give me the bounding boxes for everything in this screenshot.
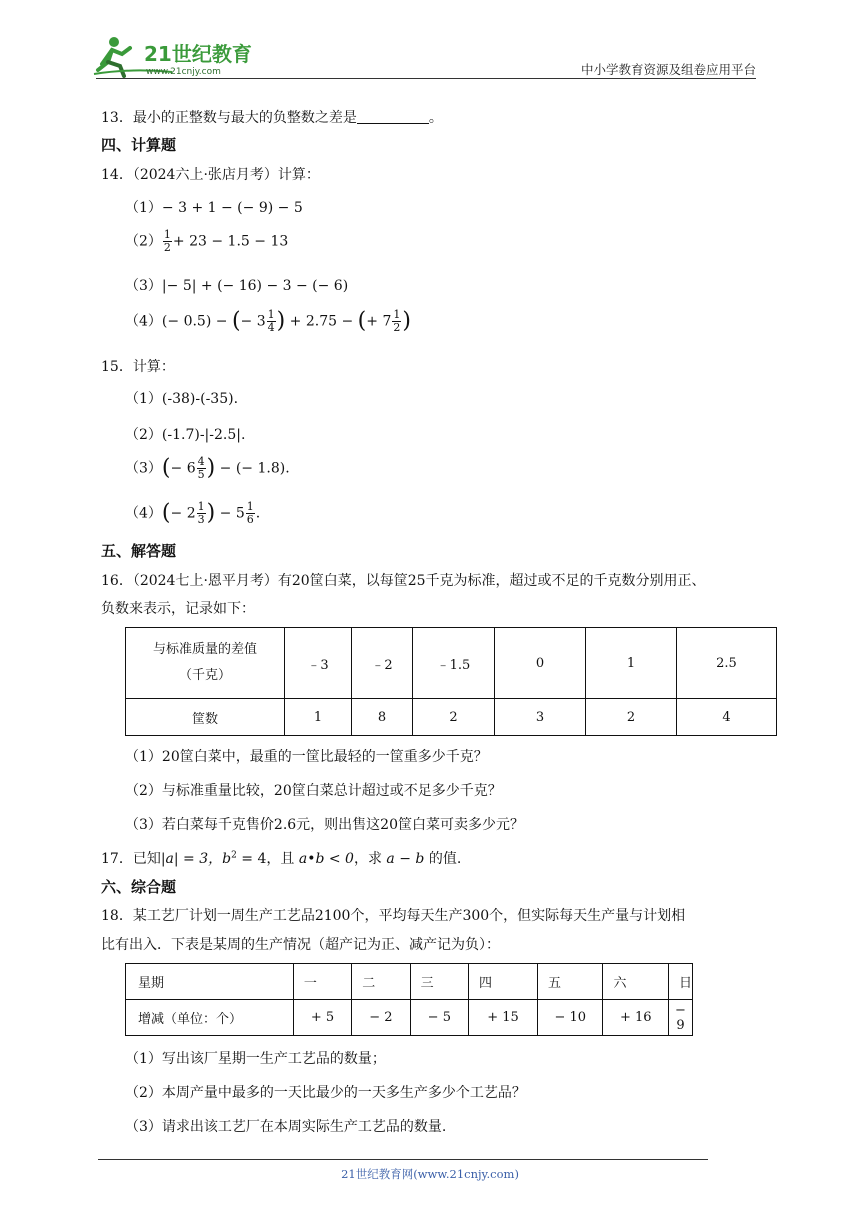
section-5-title: 五、解答题 [101, 542, 177, 560]
table-cell: 四 [469, 964, 538, 1000]
q14-part-3 [125, 275, 348, 295]
q18-sub-3: （3）请求出该工艺厂在本周实际生产工艺品的数量. [125, 1119, 447, 1135]
question-17: 17．已知|a| = 3，$b^2 = 4$，且 a•b < 0，求 a − b 的值. [101, 850, 462, 867]
q16-head-count: 筐数 [126, 699, 285, 736]
runner-logo-icon [92, 34, 262, 80]
table-cell: 增减（单位：个） [126, 1000, 294, 1036]
q16-table [125, 627, 777, 736]
table-cell: 1 [586, 628, 677, 699]
q14-p4-label: （4） [125, 313, 162, 330]
table-cell: − 9 [668, 1000, 692, 1036]
q14-p3-label: （3） [125, 278, 162, 294]
q14-p1-expr: − 3 + 1 − (− 9) − 5 [161, 200, 303, 216]
q15-part-1: （1）(-38)-(-35). [125, 391, 239, 407]
question-16-line-1: 16．（2024七上·恩平月考）有20筐白菜，以每筐25千克为标准，超过或不足的千克数分别用正、 [101, 573, 706, 589]
table-cell: 2 [586, 699, 677, 736]
q14-p4-fraction-2: $\frac{1}{2}$ [393, 308, 401, 334]
header-divider [96, 78, 756, 79]
table-cell: 星期 [126, 964, 294, 1000]
q18-table [125, 963, 693, 1036]
q18-sub-2: （2）本周产量中最多的一天比最少的一天多生产多少个工艺品？ [125, 1085, 526, 1101]
table-cell: 4 [677, 699, 777, 736]
q13-blank[interactable] [357, 109, 429, 124]
table-cell: ﹣2 [352, 628, 413, 699]
q16-head-diff: 与标准质量的差值 （千克） [126, 628, 285, 699]
q18-sub-1: （1）写出该厂星期一生产工艺品的数量； [125, 1051, 386, 1067]
table-cell: + 5 [293, 1000, 351, 1036]
table-cell: + 16 [603, 1000, 669, 1036]
footer-link[interactable]: 21世纪教育网(www.21cnjy.com) [341, 1167, 519, 1181]
table-row [126, 699, 777, 736]
q15-p4-fraction-2: $\frac{1}{6}$ [246, 500, 254, 526]
table-row [126, 628, 777, 699]
table-cell: − 2 [352, 1000, 410, 1036]
section-4-title: 四、计算题 [101, 136, 177, 154]
q15-part-2: （2）(-1.7)-|-2.5|. [125, 427, 246, 443]
site-logo[interactable] [92, 34, 262, 80]
header-platform-text: 中小学教育资源及组卷应用平台 [580, 62, 756, 77]
question-13 [101, 107, 443, 127]
q13-text: 13．最小的正整数与最大的负整数之差是 [101, 110, 357, 126]
q14-p4-fraction-1: $\frac{1}{4}$ [267, 308, 275, 334]
table-cell: 日 [668, 964, 692, 1000]
table-cell: 0 [495, 628, 586, 699]
table-cell: 一 [293, 964, 351, 1000]
table-cell: − 5 [410, 1000, 468, 1036]
q14-p2-fraction: $\frac{1}{2}$ [163, 228, 171, 254]
q15-part-4: （4）(− 2 $\frac{1}{3}$ ) − 5 $\frac{1}{6}$ . [125, 500, 261, 526]
question-18-line-2: 比有出入．下表是某周的生产情况（超产记为正、减产记为负）： [101, 937, 500, 953]
logo-text: 21世纪教育 [144, 42, 252, 66]
table-row [126, 1000, 693, 1036]
table-cell: 三 [410, 964, 468, 1000]
footer-divider [98, 1159, 708, 1160]
q16-sub-2: （2）与标准重量比较，20筐白菜总计超过或不足多少千克？ [125, 783, 502, 799]
logo-url: www.21cnjy.com [146, 67, 221, 77]
q13-end: 。 [428, 110, 443, 126]
q14-p2-expr: + 23 − 1.5 − 13 [172, 233, 289, 250]
question-18-line-1: 18．某工艺厂计划一周生产工艺品2100个，平均每天生产300个，但实际每天生产量与计划相 [101, 908, 686, 924]
q14-part-2 [125, 229, 288, 254]
q14-part-1 [125, 197, 303, 217]
table-cell: − 10 [538, 1000, 603, 1036]
table-cell: ﹣1.5 [413, 628, 495, 699]
question-14-intro: 14．（2024六上·张店月考）计算： [101, 167, 320, 183]
q14-p2-label: （2） [125, 233, 162, 250]
q14-p3-expr: |− 5| + (− 16) − 3 − (− 6) [161, 278, 349, 294]
q15-part-3: （3）(− 6 $\frac{4}{5}$ ) − (− 1.8). [125, 455, 290, 481]
q16-sub-1: （1）20筐白菜中，最重的一筐比最轻的一筐重多少千克？ [125, 749, 488, 765]
table-cell: 二 [352, 964, 410, 1000]
table-cell: 8 [352, 699, 413, 736]
table-cell: + 15 [469, 1000, 538, 1036]
table-cell: 五 [538, 964, 603, 1000]
table-cell: 六 [603, 964, 669, 1000]
question-15-intro: 15．计算： [101, 359, 175, 375]
q14-part-4: （4）(− 0.5) − (− 3 $\frac{1}{4}$ ) + 2.75 − (+ 7 $\frac{1}{2}$ ) [125, 308, 411, 334]
table-cell: ﹣3 [285, 628, 352, 699]
q16-sub-3: （3）若白菜每千克售价2.6元，则出售这20筐白菜可卖多少元？ [125, 817, 524, 833]
q14-p1-label: （1） [125, 200, 162, 216]
question-16-line-2: 负数来表示，记录如下： [101, 601, 255, 617]
table-cell: 2 [413, 699, 495, 736]
table-cell: 1 [285, 699, 352, 736]
table-cell: 3 [495, 699, 586, 736]
q15-p3-fraction: $\frac{4}{5}$ [197, 455, 205, 481]
q15-p4-fraction-1: $\frac{1}{3}$ [197, 500, 205, 526]
section-6-title: 六、综合题 [101, 878, 177, 896]
table-cell: 2.5 [677, 628, 777, 699]
table-row [126, 964, 693, 1000]
